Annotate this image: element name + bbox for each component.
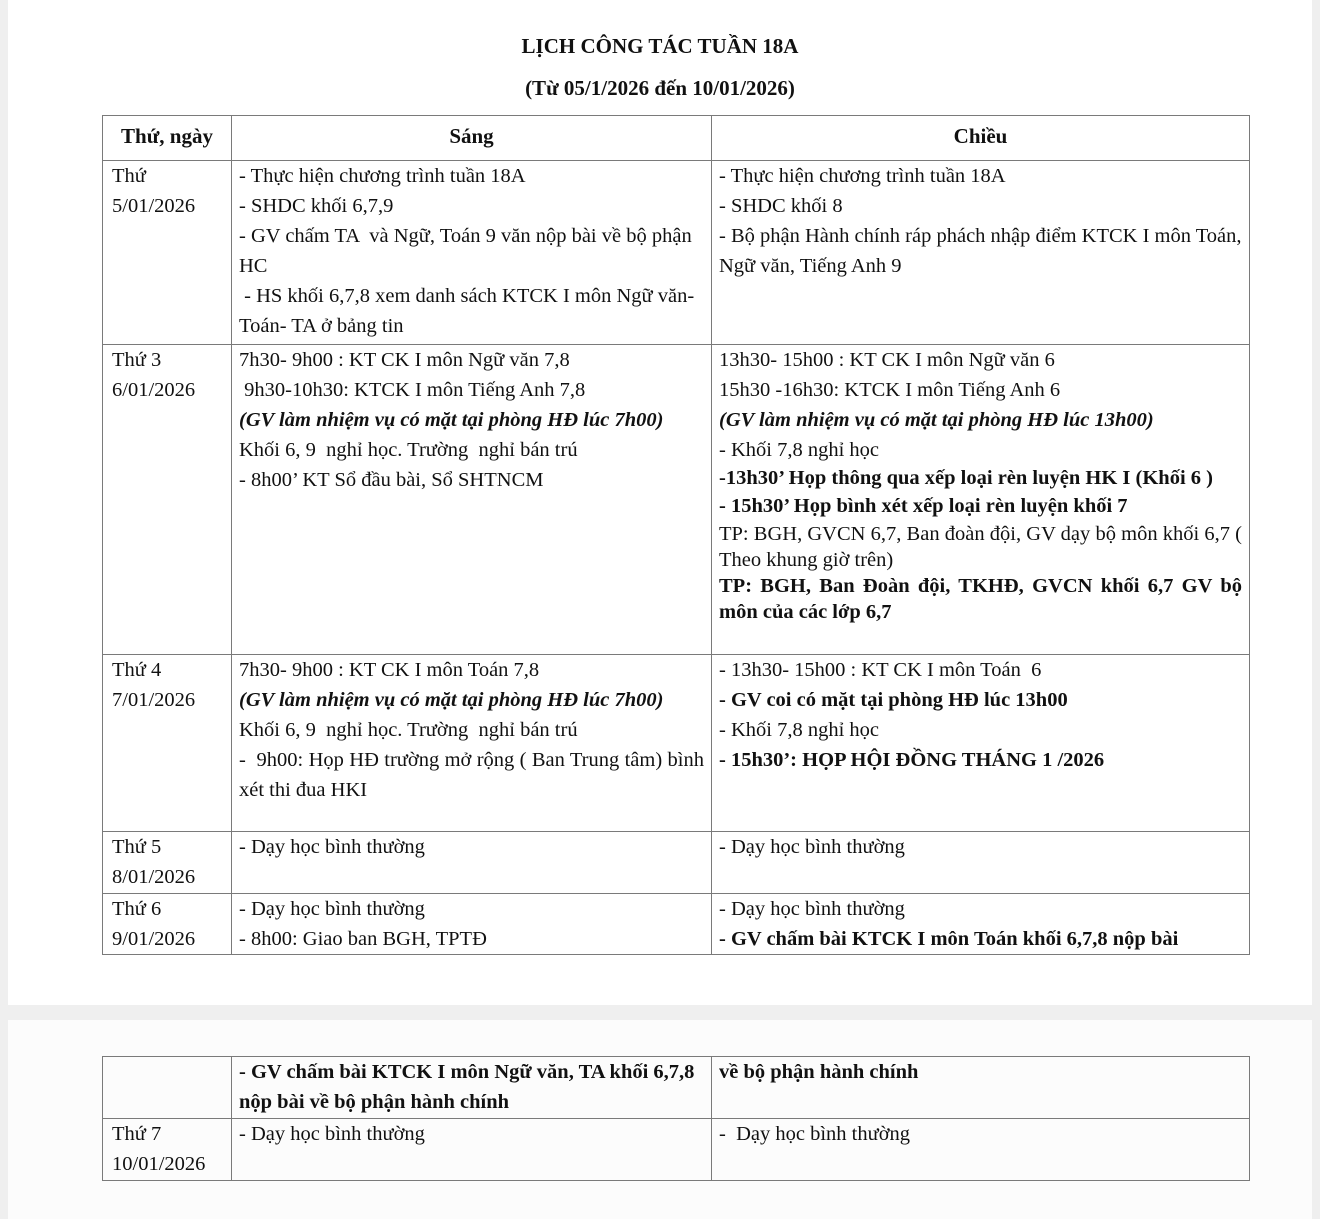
day-cell: [103, 655, 232, 832]
schedule-item: - GV chấm TA và Ngữ, Toán 9 văn nộp bài về bộ phận HC: [239, 225, 697, 277]
schedule-item: - 9h00: Họp HĐ trường mở rộng ( Ban Trung tâm) bình xét thi đua HKI: [239, 749, 710, 801]
day-cell: [103, 832, 232, 894]
weekday-label: Thứ: [112, 165, 146, 187]
schedule-item: - Khối 7,8 nghỉ học: [719, 719, 879, 741]
schedule-item: - 8h00: Giao ban BGH, TPTĐ: [239, 928, 487, 950]
afternoon-cell: [712, 1057, 1250, 1119]
date-label: 8/01/2026: [112, 866, 196, 888]
schedule-item: - GV coi có mặt tại phòng HĐ lúc 13h00: [719, 689, 1068, 711]
schedule-item: - 13h30- 15h00 : KT CK I môn Toán 6: [719, 659, 1042, 681]
schedule-item: - 15h30’: HỌP HỘI ĐỒNG THÁNG 1 /2026: [719, 749, 1105, 771]
weekday-label: Thứ 4: [112, 659, 162, 681]
morning-cell: [232, 1057, 712, 1119]
schedule-item: 7h30- 9h00 : KT CK I môn Toán 7,8: [239, 659, 540, 681]
weekday-label: Thứ 5: [112, 836, 162, 858]
date-label: 6/01/2026: [112, 379, 196, 401]
schedule-item: - SHDC khối 6,7,9: [239, 195, 394, 217]
schedule-item: - Dạy học bình thường: [239, 898, 425, 920]
document-subtitle: (Từ 05/1/2026 đến 10/01/2026): [525, 76, 795, 100]
header-afternoon: Chiều: [712, 116, 1250, 161]
schedule-item: - Dạy học bình thường: [719, 836, 905, 858]
header-day: Thứ, ngày: [103, 116, 232, 161]
day-cell: [103, 161, 232, 345]
participants-note: TP: BGH, Ban Đoàn đội, TKHĐ, GVCN khối 6,7 GV bộ môn của các lớp 6,7: [719, 575, 1248, 623]
table-row: [103, 161, 1250, 345]
table-row: [103, 894, 1250, 955]
schedule-item: - Bộ phận Hành chính ráp phách nhập điểm KTCK I môn Toán, Ngữ văn, Tiếng Anh 9: [719, 225, 1247, 277]
schedule-item: 13h30- 15h00 : KT CK I môn Ngữ văn 6: [719, 349, 1055, 371]
schedule-item: Khối 6, 9 nghỉ học. Trường nghỉ bán trú: [239, 439, 578, 461]
afternoon-cell: [712, 161, 1250, 345]
schedule-item: 15h30 -16h30: KTCK I môn Tiếng Anh 6: [719, 379, 1061, 401]
schedule-item: - 15h30’ Họp bình xét xếp loại rèn luyện khối 7: [719, 495, 1128, 517]
schedule-item: về bộ phận hành chính: [719, 1061, 919, 1083]
schedule-note: (GV làm nhiệm vụ có mặt tại phòng HĐ lúc 13h00): [719, 409, 1154, 431]
schedule-item: - Thực hiện chương trình tuần 18A: [239, 165, 526, 187]
afternoon-cell: [712, 345, 1250, 655]
afternoon-cell: [712, 894, 1250, 955]
date-label: 10/01/2026: [112, 1153, 206, 1175]
schedule-item: - HS khối 6,7,8 xem danh sách KTCK I môn Ngữ văn- Toán- TA ở bảng tin: [239, 285, 699, 337]
table-row: [103, 655, 1250, 832]
schedule-item: - 8h00’ KT Sổ đầu bài, Sổ SHTNCM: [239, 469, 544, 491]
schedule-item: 9h30-10h30: KTCK I môn Tiếng Anh 7,8: [239, 379, 586, 401]
schedule-item: - Dạy học bình thường: [719, 1123, 911, 1145]
weekday-label: Thứ 7: [112, 1123, 162, 1145]
weekday-label: Thứ 3: [112, 349, 162, 371]
table-row: [103, 345, 1250, 655]
schedule-note: (GV làm nhiệm vụ có mặt tại phòng HĐ lúc 7h00): [239, 409, 664, 431]
table-row: [103, 1057, 1250, 1119]
date-label: 5/01/2026: [112, 195, 196, 217]
schedule-item: - Thực hiện chương trình tuần 18A: [719, 165, 1006, 187]
schedule-table-continued: [102, 1056, 1250, 1181]
date-label: 9/01/2026: [112, 928, 196, 950]
schedule-item: - Dạy học bình thường: [239, 836, 425, 858]
afternoon-cell: [712, 832, 1250, 894]
schedule-item: - GV chấm bài KTCK I môn Ngữ văn, TA khối 6,7,8 nộp bài về bộ phận hành chính: [239, 1061, 700, 1113]
header-morning: Sáng: [232, 116, 712, 161]
schedule-note: (GV làm nhiệm vụ có mặt tại phòng HĐ lúc 7h00): [239, 689, 664, 711]
day-cell: [103, 894, 232, 955]
day-cell: [103, 1057, 232, 1119]
day-cell: [103, 1119, 232, 1181]
participants-note: TP: BGH, GVCN 6,7, Ban đoàn đội, GV dạy bộ môn khối 6,7 ( Theo khung giờ trên): [719, 523, 1247, 571]
table-row: [103, 832, 1250, 894]
morning-cell: [232, 655, 712, 832]
morning-cell: [232, 161, 712, 345]
weekday-label: Thứ 6: [112, 898, 162, 920]
date-label: 7/01/2026: [112, 689, 196, 711]
table-header-row: [103, 116, 1250, 161]
table-row: [103, 1119, 1250, 1181]
day-cell: [103, 345, 232, 655]
schedule-item: - Dạy học bình thường: [239, 1123, 425, 1145]
schedule-item: Khối 6, 9 nghỉ học. Trường nghỉ bán trú: [239, 719, 578, 741]
afternoon-cell: [712, 655, 1250, 832]
morning-cell: [232, 832, 712, 894]
document-title: LỊCH CÔNG TÁC TUẦN 18A: [521, 34, 799, 58]
schedule-item: - GV chấm bài KTCK I môn Toán khối 6,7,8 nộp bài: [719, 928, 1179, 950]
schedule-item: - SHDC khối 8: [719, 195, 843, 217]
afternoon-cell: [712, 1119, 1250, 1181]
schedule-item: 7h30- 9h00 : KT CK I môn Ngữ văn 7,8: [239, 349, 570, 371]
morning-cell: [232, 894, 712, 955]
schedule-table: [102, 115, 1250, 955]
document-page-2: [8, 1020, 1312, 1219]
morning-cell: [232, 1119, 712, 1181]
morning-cell: [232, 345, 712, 655]
schedule-item: - Dạy học bình thường: [719, 898, 905, 920]
schedule-item: - Khối 7,8 nghỉ học: [719, 439, 879, 461]
schedule-item: -13h30’ Họp thông qua xếp loại rèn luyện HK I (Khối 6 ): [719, 467, 1213, 489]
document-page-1: [8, 0, 1312, 1005]
